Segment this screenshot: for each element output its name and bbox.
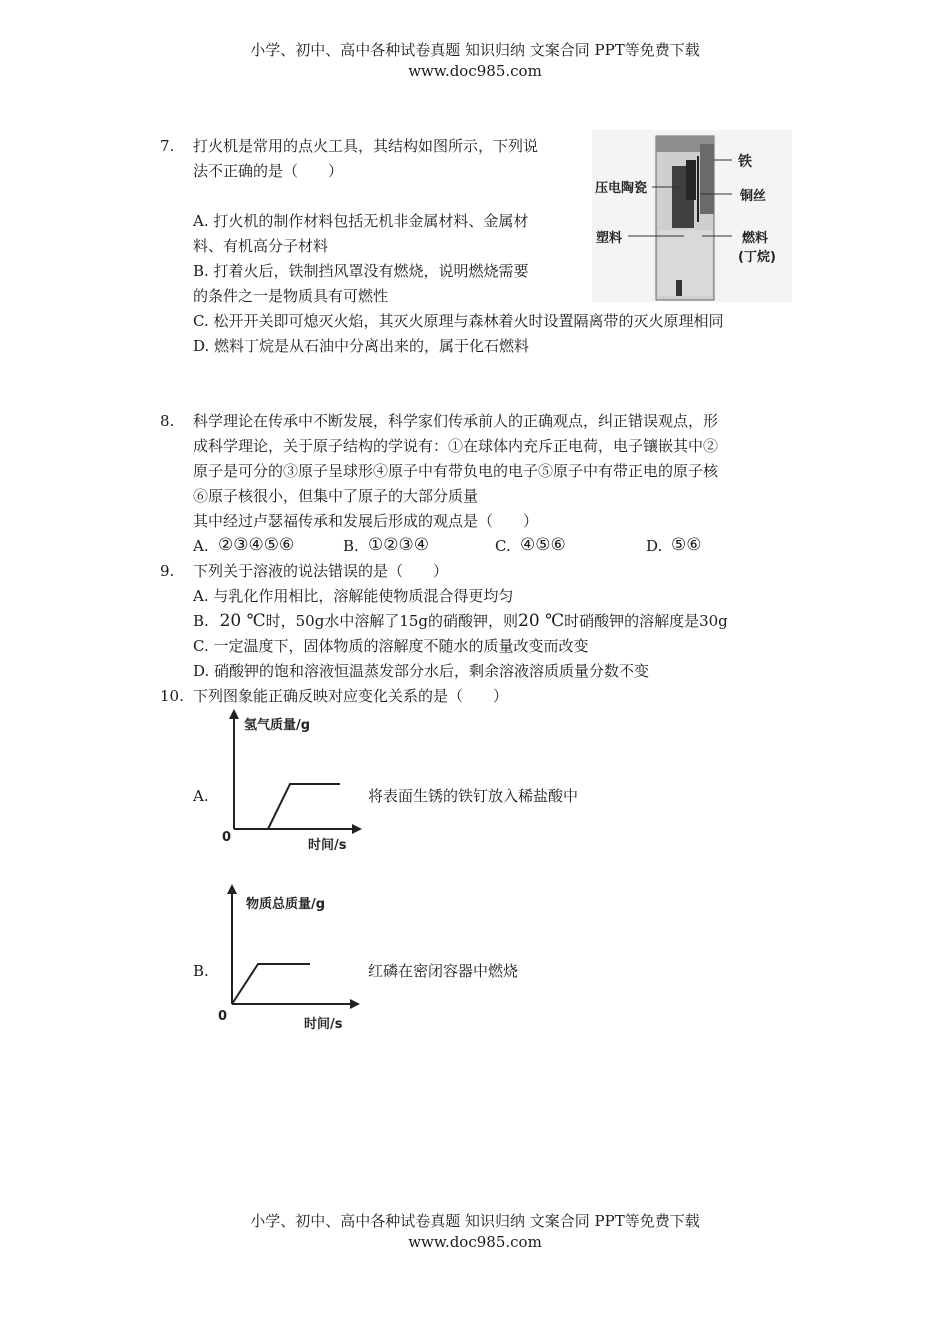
option-b: B. 打着火后，铁制挡风罩没有燃烧，说明燃烧需要: [193, 262, 529, 280]
option-c-label: C.: [495, 537, 511, 555]
option-c: C. 一定温度下，固体物质的溶解度不随水的质量改变而改变: [193, 637, 589, 655]
option-b: [193, 610, 728, 632]
question-stem: 打火机是常用的点火工具，其结构如图所示，下列说: [193, 137, 539, 155]
origin-label: 0: [218, 1009, 228, 1024]
graph-b: [214, 880, 364, 1035]
option-b: ①②③④: [368, 535, 429, 555]
lighter-structure-figure: [592, 130, 792, 302]
option-b-cont: 的条件之一是物质具有可燃性: [193, 287, 389, 305]
x-axis-label: 时间/s: [308, 838, 347, 853]
label-fuel: 燃料: [742, 231, 769, 246]
option-b-end: 时硝酸钾的溶解度是30g: [564, 612, 728, 630]
question-stem: 法不正确的是（ ）: [193, 162, 344, 180]
page-header-url: www.doc985.com: [408, 62, 542, 80]
question-stem: 下列图象能正确反映对应变化关系的是（ ）: [193, 687, 509, 705]
y-axis-label: 氢气质量/g: [244, 718, 311, 733]
page-footer-line1: 小学、初中、高中各种试卷真题 知识归纳 文案合同 PPT等免费下载: [250, 1212, 700, 1230]
origin-label: 0: [222, 830, 232, 845]
option-a-cont: 料、有机高分子材料: [193, 237, 329, 255]
label-plastic: 塑料: [596, 231, 623, 246]
option-d-label: D.: [646, 537, 663, 555]
question-stem: 下列关于溶液的说法错误的是（ ）: [193, 562, 449, 580]
question-stem: 成科学理论，关于原子结构的学说有：①在球体内充斥正电荷，电子镶嵌其中②: [193, 437, 719, 455]
option-a-label: A.: [193, 787, 209, 805]
temperature: 20 ℃: [219, 611, 266, 631]
question-number: 9.: [160, 562, 175, 580]
option-b-label: B.: [193, 612, 209, 630]
label-iron: 铁: [738, 154, 752, 170]
option-a: A. 打火机的制作材料包括无机非金属材料、金属材: [193, 212, 529, 230]
option-a-text: 将表面生锈的铁钉放入稀盐酸中: [368, 787, 579, 805]
temperature: 20 ℃: [518, 611, 565, 631]
option-a: A. 与乳化作用相比，溶解能使物质混合得更均匀: [193, 587, 514, 605]
option-b-text: 红磷在密闭容器中燃烧: [368, 962, 519, 980]
option-d: D. 燃料丁烷是从石油中分离出来的，属于化石燃料: [193, 337, 530, 355]
label-copper: 铜丝: [740, 189, 767, 204]
option-b-mid: 时，50g水中溶解了15g的硝酸钾，则: [265, 612, 519, 630]
option-a: ②③④⑤⑥: [218, 535, 295, 555]
option-d: ⑤⑥: [671, 535, 702, 555]
option-a-label: A.: [193, 537, 209, 555]
question-stem: ⑥原子核很小，但集中了原子的大部分质量: [193, 487, 479, 505]
label-butane: (丁烷): [738, 250, 776, 265]
page-header-line1: 小学、初中、高中各种试卷真题 知识归纳 文案合同 PPT等免费下载: [250, 41, 700, 59]
page-footer-url: www.doc985.com: [408, 1233, 542, 1251]
option-d: D. 硝酸钾的饱和溶液恒温蒸发部分水后，剩余溶液溶质质量分数不变: [193, 662, 650, 680]
y-axis-label: 物质总质量/g: [246, 897, 326, 912]
option-c: C. 松开开关即可熄灭火焰，其灭火原理与森林着火时设置隔离带的灭火原理相同: [193, 312, 724, 330]
question-stem: 其中经过卢瑟福传承和发展后形成的观点是（ ）: [193, 512, 539, 530]
question-stem: 科学理论在传承中不断发展，科学家们传承前人的正确观点，纠正错误观点，形: [193, 412, 719, 430]
question-stem: 原子是可分的③原子呈球形④原子中有带负电的电子⑤原子中有带正电的原子核: [193, 462, 719, 480]
option-b-label: B.: [343, 537, 359, 555]
question-number: 10.: [160, 687, 184, 705]
x-axis-label: 时间/s: [304, 1017, 343, 1032]
graph-a: [216, 705, 366, 855]
question-number: 7.: [160, 137, 175, 155]
label-ceramic: 压电陶瓷: [595, 181, 648, 196]
option-b-label: B.: [193, 962, 209, 980]
question-number: 8.: [160, 412, 175, 430]
option-c: ④⑤⑥: [520, 535, 566, 555]
